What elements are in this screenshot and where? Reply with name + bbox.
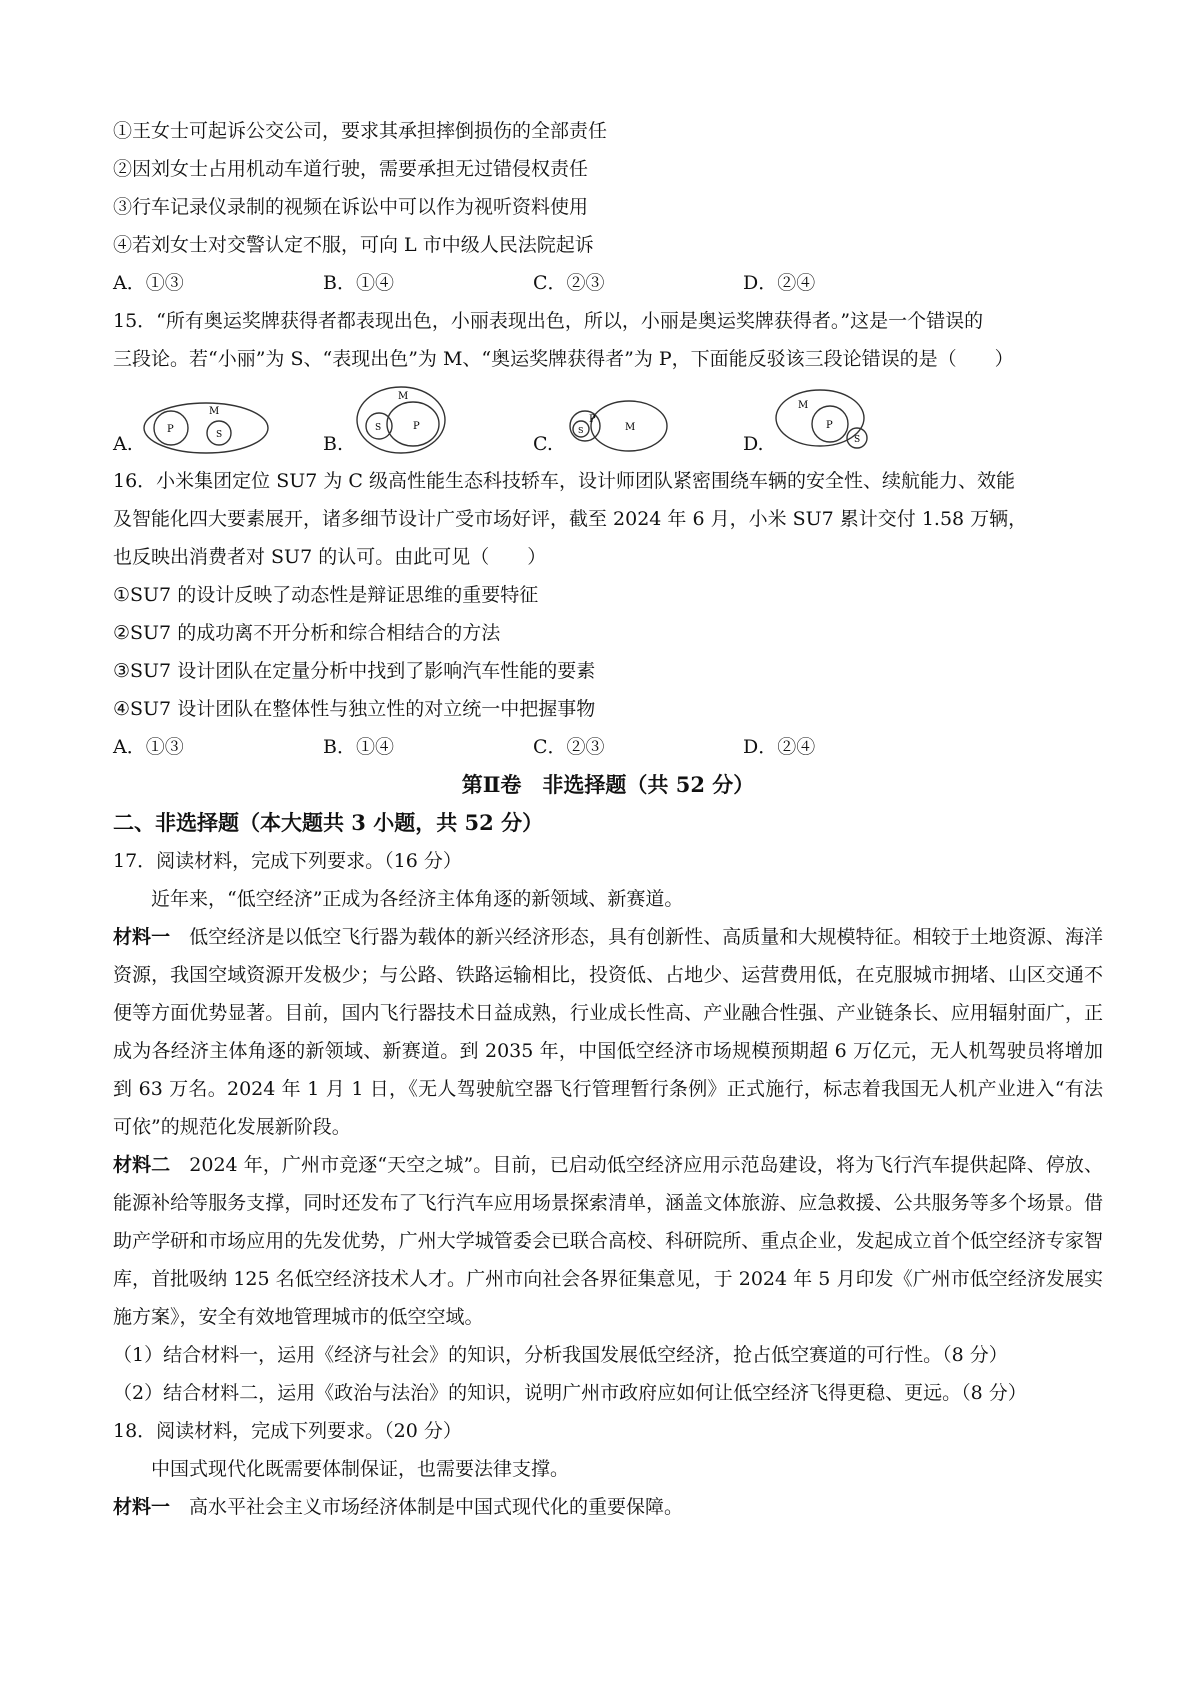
venn-diagram-a-icon	[141, 396, 271, 456]
q16-item-3: ③SU7 设计团队在定量分析中找到了影响汽车性能的要素	[113, 660, 596, 682]
q17-material-2	[113, 1146, 1103, 1336]
venn-d-p: P	[825, 420, 833, 431]
q16-item-2: ②SU7 的成功离不开分析和综合相结合的方法	[113, 622, 501, 644]
part-title: 二、非选择题（本大题共 3 小题，共 52 分）	[113, 810, 544, 835]
q17-sub-question-1: （1）结合材料一，运用《经济与社会》的知识，分析我国发展低空经济，抢占低空赛道的可行性。（8 分）	[113, 1344, 1008, 1366]
q15-diagrams	[113, 378, 1103, 456]
q16-item-1: ①SU7 的设计反映了动态性是辩证思维的重要特征	[113, 584, 539, 606]
q16-options	[113, 728, 1103, 766]
q16-option-c[interactable]: C．②③	[533, 736, 605, 758]
venn-b-p: P	[413, 421, 420, 432]
q17-material-1	[113, 918, 1103, 1146]
venn-diagram-d-icon	[772, 386, 882, 456]
venn-c-s: S	[577, 426, 584, 435]
q16-option-d[interactable]: D．②④	[743, 736, 816, 758]
q15-stem-line2: 三段论。若“小丽”为 S、“表现出色”为 M、“奥运奖牌获得者”为 P，下面能反驳该三段论错误的是（ ）	[113, 348, 1014, 370]
q14-option-c[interactable]: C．②③	[533, 272, 605, 294]
q14-item-4: ④若刘女士对交警认定不服，可向 L 市中级人民法院起诉	[113, 234, 594, 256]
q16-stem-line3: 也反映出消费者对 SU7 的认可。由此可见（ ）	[113, 546, 547, 568]
q16-item-4: ④SU7 设计团队在整体性与独立性的对立统一中把握事物	[113, 698, 596, 720]
venn-c-m: M	[624, 422, 636, 433]
venn-diagram-b-icon	[351, 384, 451, 456]
q17-material-2-label: 材料二	[113, 1154, 171, 1176]
q16-stem-line1: 16．小米集团定位 SU7 为 C 级高性能生态科技轿车，设计师团队紧密围绕车辆的安全性、续航能力、效能	[113, 470, 1015, 492]
q15-stem-line1: 15．“所有奥运奖牌获得者都表现出色，小丽表现出色，所以，小丽是奥运奖牌获得者。”这是一个错误的	[113, 310, 984, 332]
q15-diagram-c-label: C.	[533, 433, 553, 455]
q15-diagram-d-label: D.	[743, 433, 764, 455]
q18-intro: 中国式现代化既需要体制保证，也需要法律支撑。	[151, 1458, 570, 1480]
q17-sub-question-2: （2）结合材料二，运用《政治与法治》的知识，说明广州市政府应如何让低空经济飞得更稳、更远。（8 分）	[113, 1382, 1027, 1404]
venn-b-s: S	[375, 423, 382, 433]
q18-material-1-label: 材料一	[113, 1496, 171, 1518]
venn-b-m: M	[398, 391, 409, 402]
q15-diagram-b[interactable]	[323, 384, 451, 456]
exam-page	[113, 112, 1103, 1526]
venn-d-s: S	[853, 435, 860, 445]
q15-diagram-b-label: B.	[323, 433, 344, 455]
q14-option-a[interactable]: A．①③	[113, 272, 184, 294]
q14-item-1: ①王女士可起诉公交公司，要求其承担摔倒损伤的全部责任	[113, 120, 608, 142]
venn-a-p: P	[166, 424, 174, 435]
q17-material-2-text: 2024 年，广州市竞逐“天空之城”。目前，已启动低空经济应用示范岛建设，将为飞行汽车提供起降、停放、能源补给等服务支撑，同时还发布了飞行汽车应用场景探索清单，涵盖文体旅游、应急救援、公共服务等多个场景。借助产学研和市场应用的先发优势，广州大学城管委会已联合高校、科研院所、重点企业，发起成立首个低空经济专家智库，首批吸纳 125 名低空经济技术人才。广州市向社会各界征集意见，于 2024 年 5 月印发《广州市低空经济发展实施方案》，安全有效地管理城市的低空空域。	[113, 1154, 1103, 1328]
q18-material-1	[113, 1488, 1103, 1526]
q14-option-b[interactable]: B．①④	[323, 272, 394, 294]
q17-material-1-label: 材料一	[113, 926, 171, 948]
q15-diagram-a-label: A.	[113, 433, 133, 455]
q14-item-3: ③行车记录仪录制的视频在诉讼中可以作为视听资料使用	[113, 196, 589, 218]
venn-a-m: M	[208, 406, 220, 417]
q14-item-2: ②因刘女士占用机动车道行驶，需要承担无过错侵权责任	[113, 158, 589, 180]
q18-title: 18．阅读材料，完成下列要求。（20 分）	[113, 1420, 462, 1442]
venn-a-s: S	[215, 430, 222, 440]
q17-material-1-text: 低空经济是以低空飞行器为载体的新兴经济形态，具有创新性、高质量和大规模特征。相较于土地资源、海洋资源，我国空域资源开发极少；与公路、铁路运输相比，投资低、占地少、运营费用低，在克服城市拥堵、山区交通不便等方面优势显著。目前，国内飞行器技术日益成熟，行业成长性高、产业融合性强、产业链条长、应用辐射面广，正成为各经济主体角逐的新领域、新赛道。到 2035 年，中国低空经济市场规模预期超 6 万亿元，无人机驾驶员将增加到 63 万名。2024 年 1 月 1 日，《无人驾驶航空器飞行管理暂行条例》正式施行，标志着我国无人机产业进入“有法可依”的规范化发展新阶段。	[113, 926, 1103, 1138]
venn-d-m: M	[797, 400, 808, 411]
q14-options	[113, 264, 1103, 302]
q15-diagram-a[interactable]	[113, 396, 271, 456]
section-title: 第Ⅱ卷 非选择题（共 52 分）	[461, 772, 755, 797]
q17-title: 17．阅读材料，完成下列要求。（16 分）	[113, 850, 462, 872]
q16-option-a[interactable]: A．①③	[113, 736, 184, 758]
q18-material-1-text: 高水平社会主义市场经济体制是中国式现代化的重要保障。	[189, 1496, 684, 1518]
venn-diagram-c-icon	[561, 396, 671, 456]
q15-diagram-c[interactable]	[533, 396, 671, 456]
q17-intro: 近年来，“低空经济”正成为各经济主体角逐的新领域、新赛道。	[151, 888, 684, 910]
q15-diagram-d[interactable]	[743, 386, 882, 456]
venn-c-p: P	[588, 414, 596, 425]
q16-option-b[interactable]: B．①④	[323, 736, 394, 758]
q14-option-d[interactable]: D．②④	[743, 272, 816, 294]
q16-stem-line2: 及智能化四大要素展开，诸多细节设计广受市场好评，截至 2024 年 6 月，小米 SU7 累计交付 1.58 万辆，	[113, 508, 1028, 530]
